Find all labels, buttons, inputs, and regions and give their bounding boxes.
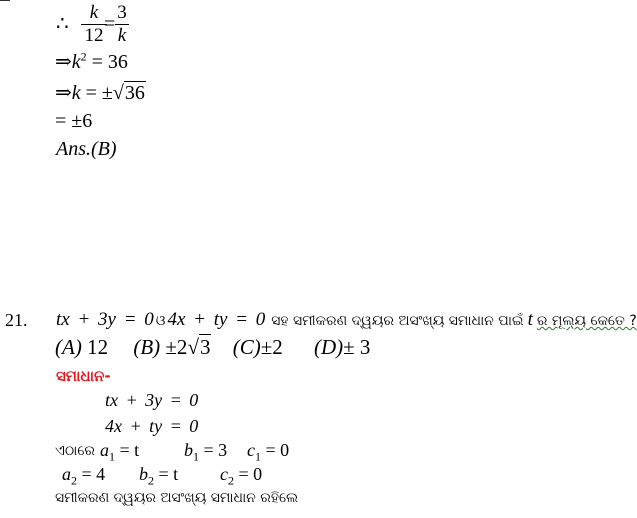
page-edge-mark [0,0,10,1]
coef-subscript: 1 [109,449,115,464]
coef-letter: a [100,440,109,460]
option-label: (C) [232,335,261,359]
option-label: (A) [55,335,82,359]
coef-subscript: 2 [71,473,77,488]
implies-arrow: ⇒ [55,51,72,73]
coefficient-a1 [100,440,140,464]
question-text [56,310,637,329]
here-word: ଏଠାରେ [55,443,95,459]
exponent: 2 [80,49,87,64]
question-number: 21. [5,310,28,330]
coefficient-a2 [62,464,106,488]
system-equation-2: 4x + ty = 0 [105,416,199,436]
answer-label: Ans. [56,138,91,160]
fraction-numerator: 3 [117,2,127,23]
option-value: ± 3 [343,335,371,359]
coefficient-b1 [184,440,228,464]
coef-value: = 4 [81,464,106,484]
variable-k: k [71,51,81,73]
step-value: = ± [80,82,113,104]
step-value: = 36 [86,51,128,73]
variable-t: t [527,309,533,330]
option-c [233,335,283,359]
coef-value: = 3 [203,440,228,460]
equation-2: 4x + ty = 0 [167,309,266,330]
fraction-denominator: 12 [84,25,104,46]
option-a [55,335,108,359]
step-result: = ±6 [55,110,93,132]
radicand: 3 [199,335,211,359]
radicand: 36 [124,82,145,104]
fraction-3-over-k [115,3,129,46]
question-phrase: ସହ ସମୀକରଣ ଦ୍ୱୟର ଅସଂଖ୍ୟ ସମାଧାନ ପାଇଁ [271,313,524,329]
coef-letter: b [139,464,148,484]
fraction-numerator: k [89,2,99,23]
solution-heading: ସମାଧାନ- [56,367,111,385]
coef-subscript: 2 [148,473,154,488]
coef-letter: c [247,440,255,460]
equals-sign: = [104,13,116,35]
coef-subscript: 1 [193,449,199,464]
coef-value: = t [158,464,179,484]
coef-letter: a [62,464,71,484]
therefore-symbol: ∴ [56,13,69,35]
option-value: ±2 [260,335,283,359]
option-label: (B) [133,335,161,359]
variable-k: k [71,82,81,104]
options-row [55,337,370,358]
coefficient-b2 [139,464,179,488]
coef-value: = t [119,440,140,460]
option-b [133,335,211,359]
coefficient-c2 [220,464,263,488]
coef-letter: b [184,440,193,460]
coef-letter: c [220,464,228,484]
step-k-root [55,83,146,103]
sqrt-sign: √ [187,335,199,359]
implies-arrow: ⇒ [55,82,72,104]
coef-value: = 0 [238,464,263,484]
coefficient-c1 [247,440,290,464]
option-value: ±2 [165,335,188,359]
answer-choice: (B) [91,138,117,160]
option-d [314,335,370,359]
question-ask: ର ମୂଲ୍ୟ କେତେ ? [536,313,637,329]
step-k-squared [55,49,128,73]
fraction-denominator: k [117,25,127,46]
option-label: (D) [314,335,344,359]
coef-subscript: 1 [255,449,261,464]
solution-condition-line: ସମୀକରଣ ଦ୍ୱୟର ଅସଂଖ୍ୟ ସମାଧାନ ରହିଲେ [55,490,299,506]
coef-subscript: 2 [228,473,234,488]
answer-line [56,139,117,159]
equation-1: tx + 3y = 0 [56,309,154,330]
connector-word: ଓ [155,313,166,329]
sqrt-sign: √ [112,82,124,104]
option-value: 12 [87,335,109,359]
coef-value: = 0 [265,440,290,460]
system-equation-1: tx + 3y = 0 [105,390,199,410]
